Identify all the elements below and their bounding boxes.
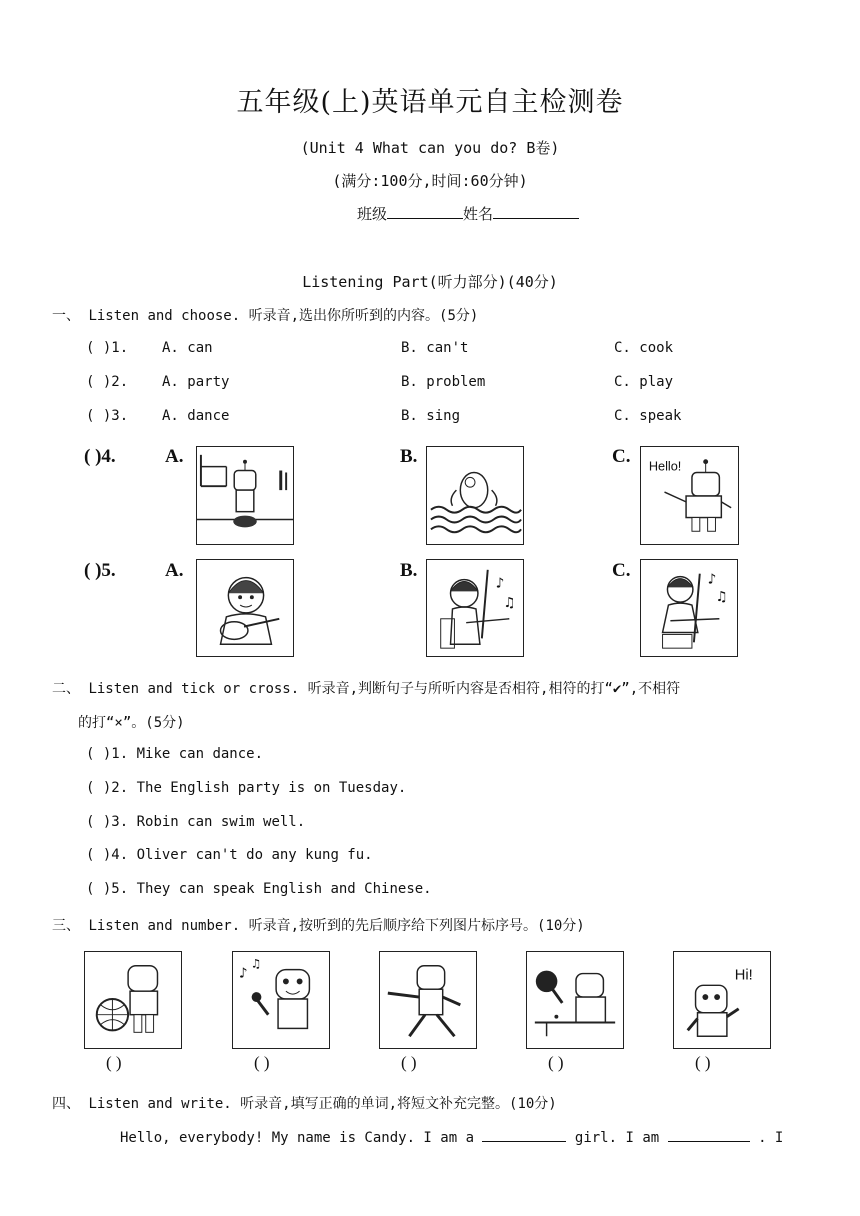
name-blank[interactable] <box>493 204 579 219</box>
unit-subtitle: (Unit 4 What can you do? B卷) <box>300 139 560 157</box>
s3-answer-3[interactable]: ( ) <box>401 1053 417 1072</box>
s4-text-1: Hello, everybody! My name is Candy. I am a <box>120 1130 475 1146</box>
music-note-icon: ♫ <box>250 956 262 971</box>
s3-answer-5[interactable]: ( ) <box>695 1053 711 1072</box>
boy-erhu-illustration <box>641 560 737 656</box>
q4-option-c-label: C. <box>612 446 631 467</box>
s3-picture-pingpong[interactable] <box>526 951 624 1049</box>
s3-answer-4[interactable]: ( ) <box>548 1053 564 1072</box>
music-note-icon: ♪ <box>707 571 717 588</box>
item-text: Mike can dance. <box>136 746 264 762</box>
item-text: Robin can swim well. <box>136 814 306 830</box>
s3-hi-bubble-text: Hi! <box>734 967 753 984</box>
section-4-heading <box>52 1093 557 1113</box>
s3-answer-2[interactable]: ( ) <box>254 1053 270 1072</box>
s2-item-1 <box>86 746 263 762</box>
item-paren: ( )5. <box>86 881 129 897</box>
item-text: Oliver can't do any kung fu. <box>136 847 373 863</box>
section-title: Listen and number. 听录音,按听到的先后顺序给下列图片标序号。(10分) <box>88 918 585 934</box>
music-note-icon: ♪ <box>238 965 248 982</box>
s1-row-2-paren: ( )2. <box>86 374 129 390</box>
section-title: Listen and write. 听录音,填写正确的单词,将短文补充完整。(10分) <box>88 1096 557 1112</box>
robot-singing-illustration <box>233 952 329 1048</box>
s3-picture-basketball[interactable] <box>84 951 182 1049</box>
s3-answer-1[interactable]: ( ) <box>106 1053 122 1072</box>
class-label: 班级 <box>357 205 388 223</box>
robot-pingpong-illustration <box>527 952 623 1048</box>
robot-sitting-illustration <box>197 447 293 544</box>
music-note-icon: ♪ <box>495 575 505 592</box>
score-time: (满分:100分,时间:60分钟) <box>332 172 528 190</box>
section-1-heading <box>52 305 478 325</box>
s2-item-3 <box>86 814 305 830</box>
q5-option-c-image[interactable] <box>640 559 738 657</box>
q4-c-bubble-text: Hello! <box>648 458 682 474</box>
q5-option-a-label: A. <box>165 560 184 581</box>
girl-erhu-illustration <box>427 560 523 656</box>
q5-option-c-label: C. <box>612 560 631 581</box>
q5-option-b-image[interactable] <box>426 559 524 657</box>
item-paren: ( )3. <box>86 814 129 830</box>
section-title: Listen and tick or cross. 听录音,判断句子与所听内容是否相符,相符的打“✔”,不相符 <box>88 681 681 697</box>
q5-option-b-label: B. <box>400 560 418 581</box>
name-label: 姓名 <box>463 205 494 223</box>
q4-option-a-image[interactable] <box>196 446 294 545</box>
q5-option-a-image[interactable] <box>196 559 294 657</box>
item-paren: ( )1. <box>86 746 129 762</box>
q4-paren: ( )4. <box>84 446 116 467</box>
s4-blank-1[interactable] <box>482 1127 566 1142</box>
page-title: 五年级(上)英语单元自主检测卷 <box>236 87 624 118</box>
section-2-heading <box>52 678 680 698</box>
music-note-icon: ♫ <box>715 589 728 606</box>
s1-row-1-b: B. can't <box>401 340 469 356</box>
s3-picture-singing[interactable] <box>232 951 330 1049</box>
q4-option-b-image[interactable] <box>426 446 524 545</box>
section-number: 二、 <box>52 681 80 697</box>
s3-picture-hi[interactable] <box>673 951 771 1049</box>
s2-item-2 <box>86 780 406 796</box>
q4-option-b-label: B. <box>400 446 418 467</box>
s1-row-3-paren: ( )3. <box>86 408 129 424</box>
girl-guitar-illustration <box>197 560 293 656</box>
robot-swimming-illustration <box>427 447 523 544</box>
s1-row-3-c: C. speak <box>614 408 682 424</box>
q4-option-c-image[interactable] <box>640 446 739 545</box>
section-2-heading-cont: 的打“×”。(5分) <box>78 715 185 731</box>
item-text: The English party is on Tuesday. <box>136 780 407 796</box>
s2-item-5 <box>86 881 432 897</box>
q4-option-a-label: A. <box>165 446 184 467</box>
robot-greeting-illustration <box>641 447 738 544</box>
s4-paragraph <box>120 1127 783 1146</box>
class-blank[interactable] <box>387 204 463 219</box>
s1-row-1-a: A. can <box>162 340 213 356</box>
s4-text-2: girl. I am <box>574 1130 660 1146</box>
s3-picture-kungfu[interactable] <box>379 951 477 1049</box>
section-title: Listen and choose. 听录音,选出你所听到的内容。(5分) <box>88 308 479 324</box>
class-name-line <box>357 203 579 224</box>
section-number: 三、 <box>52 918 80 934</box>
s1-row-3-b: B. sing <box>401 408 461 424</box>
s4-text-3: . I <box>758 1130 784 1146</box>
s1-row-2-c: C. play <box>614 374 674 390</box>
section-3-heading <box>52 915 585 935</box>
robot-basketball-illustration <box>85 952 181 1048</box>
q5-paren: ( )5. <box>84 560 116 581</box>
s1-row-1-c: C. cook <box>614 340 674 356</box>
robot-hi-illustration <box>674 952 770 1048</box>
s1-row-2-b: B. problem <box>401 374 486 390</box>
section-number: 一、 <box>52 308 80 324</box>
music-note-icon: ♫ <box>503 595 516 612</box>
listening-heading: Listening Part(听力部分)(40分) <box>302 273 558 291</box>
s2-item-4 <box>86 847 373 863</box>
s4-blank-2[interactable] <box>668 1127 750 1142</box>
s1-row-2-a: A. party <box>162 374 230 390</box>
s1-row-3-a: A. dance <box>162 408 230 424</box>
item-text: They can speak English and Chinese. <box>136 881 432 897</box>
item-paren: ( )4. <box>86 847 129 863</box>
robot-kungfu-illustration <box>380 952 476 1048</box>
item-paren: ( )2. <box>86 780 129 796</box>
s1-row-1-paren: ( )1. <box>86 340 129 356</box>
section-number: 四、 <box>52 1096 80 1112</box>
